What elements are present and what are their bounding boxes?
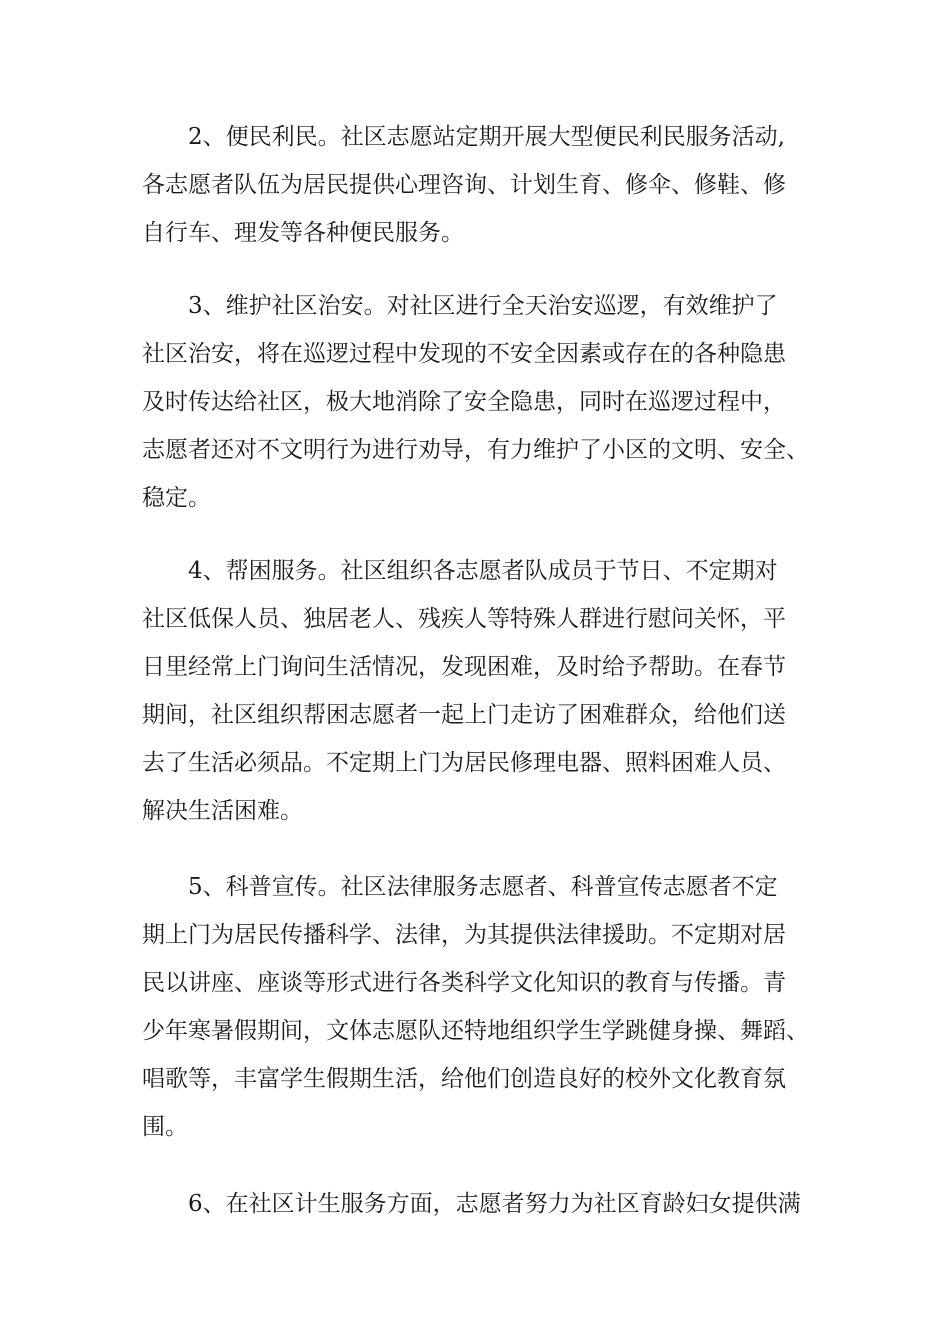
paragraph-3 <box>142 282 814 522</box>
paragraph-line: 解决生活困难。 <box>142 798 303 824</box>
paragraph-line: 5、科普宣传。社区法律服务志愿者、科普宣传志愿者不定 <box>188 874 778 900</box>
paragraph-line: 期间，社区组织帮困志愿者一起上门走访了困难群众，给他们送 <box>142 702 786 728</box>
paragraph-line: 稳定。 <box>142 485 211 511</box>
paragraph-6 <box>142 1180 814 1228</box>
paragraph-4 <box>142 547 814 835</box>
paragraph-line: 期上门为居民传播科学、法律，为其提供法律援助。不定期对居 <box>142 922 786 948</box>
paragraph-line: 及时传达给社区，极大地消除了安全隐患，同时在巡逻过程中， <box>142 389 786 415</box>
paragraph-line: 去了生活必须品。不定期上门为居民修理电器、照料困难人员、 <box>142 750 786 776</box>
paragraph-line: 少年寒暑假期间，文体志愿队还特地组织学生学跳健身操、舞蹈、 <box>142 1018 809 1044</box>
paragraph-line: 日里经常上门询问生活情况，发现困难，及时给予帮助。在春节 <box>142 654 786 680</box>
paragraph-5 <box>142 863 814 1151</box>
paragraph-line: 6、在社区计生服务方面，志愿者努力为社区育龄妇女提供满 <box>188 1191 801 1217</box>
paragraph-line: 自行车、理发等各种便民服务。 <box>142 220 464 246</box>
paragraph-line: 社区治安，将在巡逻过程中发现的不安全因素或存在的各种隐患 <box>142 341 786 367</box>
paragraph-line: 民以讲座、座谈等形式进行各类科学文化知识的教育与传播。青 <box>142 970 786 996</box>
paragraph-line: 各志愿者队伍为居民提供心理咨询、计划生育、修伞、修鞋、修 <box>142 172 786 198</box>
paragraph-2 <box>142 113 814 257</box>
paragraph-line: 社区低保人员、独居老人、残疾人等特殊人群进行慰问关怀，平 <box>142 606 786 632</box>
paragraph-line: 4、帮困服务。社区组织各志愿者队成员于节日、不定期对 <box>188 558 778 584</box>
paragraph-line: 志愿者还对不文明行为进行劝导，有力维护了小区的文明、安全、 <box>142 437 809 463</box>
paragraph-line: 围。 <box>142 1114 188 1140</box>
paragraph-line: 唱歌等，丰富学生假期生活，给他们创造良好的校外文化教育氛 <box>142 1066 786 1092</box>
paragraph-line: 3、维护社区治安。对社区进行全天治安巡逻，有效维护了 <box>188 293 778 319</box>
paragraph-line: 2、便民利民。社区志愿站定期开展大型便民利民服务活动, <box>188 124 785 150</box>
